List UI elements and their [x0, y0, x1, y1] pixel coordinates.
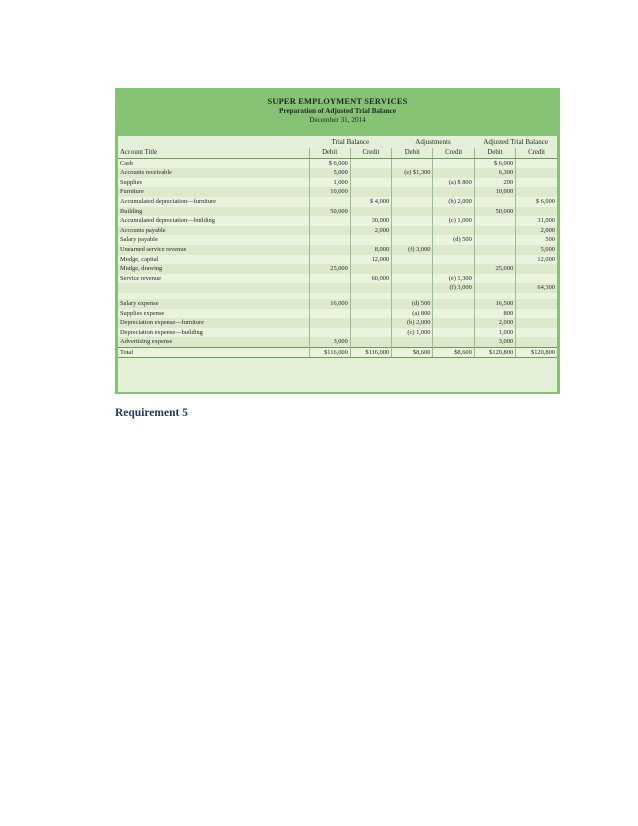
account-title-cell: Cash	[118, 158, 309, 168]
amount-cell: 12,000	[350, 255, 391, 265]
account-title-cell: Accounts receivable	[118, 168, 309, 178]
table-row	[118, 328, 557, 338]
amount-cell: 2,000	[474, 318, 515, 328]
amount-cell	[516, 309, 557, 319]
group-header-adjustments: Adjustments	[415, 138, 451, 146]
table-row	[118, 274, 557, 284]
amount-cell: 800	[474, 309, 515, 319]
amount-cell: $120,800	[474, 347, 515, 358]
amount-cell	[392, 216, 433, 226]
amount-cell	[392, 158, 433, 168]
amount-cell: 64,300	[516, 283, 557, 293]
amount-cell	[516, 158, 557, 168]
amount-cell	[516, 187, 557, 197]
table-row	[118, 235, 557, 245]
amount-cell	[392, 235, 433, 245]
amount-cell: 10,000	[309, 187, 350, 197]
amount-cell	[433, 328, 474, 338]
amount-cell	[474, 245, 515, 255]
amount-cell	[350, 158, 391, 168]
amount-cell: 16,000	[309, 299, 350, 309]
table-body	[118, 158, 557, 358]
amount-cell: 200	[474, 178, 515, 188]
amount-cell: $ 6,000	[516, 197, 557, 207]
amount-cell	[392, 207, 433, 217]
amount-cell: (f) 3,000	[433, 283, 474, 293]
amount-cell: 25,000	[474, 264, 515, 274]
account-title-cell: Unearned service revenue	[118, 245, 309, 255]
amount-cell	[433, 226, 474, 236]
amount-cell: 10,000	[474, 187, 515, 197]
amount-cell: 500	[516, 235, 557, 245]
total-row	[118, 347, 557, 358]
amount-cell	[309, 226, 350, 236]
group-header-blank	[118, 136, 309, 148]
amount-cell	[516, 318, 557, 328]
amount-cell	[350, 235, 391, 245]
amount-cell	[392, 337, 433, 347]
amount-cell: (b) 2,000	[392, 318, 433, 328]
amount-cell: $ 6,000	[474, 158, 515, 168]
amount-cell	[516, 264, 557, 274]
amount-cell: 1,000	[309, 178, 350, 188]
amount-cell: $116,000	[309, 347, 350, 358]
amount-cell	[433, 158, 474, 168]
amount-cell	[350, 318, 391, 328]
amount-cell	[350, 283, 391, 293]
amount-cell	[392, 226, 433, 236]
company-name: SUPER EMPLOYMENT SERVICES	[267, 97, 408, 106]
amount-cell: 3,000	[309, 337, 350, 347]
amount-cell: 16,500	[474, 299, 515, 309]
group-header-adjusted-trial-balance: Adjusted Trial Balance	[483, 138, 548, 146]
amount-cell	[433, 264, 474, 274]
amount-cell	[309, 283, 350, 293]
amount-cell	[392, 178, 433, 188]
table-row	[118, 197, 557, 207]
amount-cell	[392, 283, 433, 293]
table-row	[118, 283, 557, 293]
amount-cell	[350, 337, 391, 347]
amount-cell: (a) $ 800	[433, 178, 474, 188]
column-header-atb-debit: Debit	[474, 148, 515, 158]
amount-cell	[516, 168, 557, 178]
amount-cell	[474, 235, 515, 245]
account-title-cell: Salary expense	[118, 299, 309, 309]
amount-cell	[309, 309, 350, 319]
table-row	[118, 207, 557, 217]
amount-cell	[309, 235, 350, 245]
amount-cell	[516, 207, 557, 217]
amount-cell: $120,800	[516, 347, 557, 358]
amount-cell: 1,000	[474, 328, 515, 338]
amount-cell	[350, 309, 391, 319]
amount-cell	[433, 309, 474, 319]
amount-cell: 6,300	[474, 168, 515, 178]
account-title-cell: Depreciation expense—furniture	[118, 318, 309, 328]
amount-cell	[309, 274, 350, 284]
table-row	[118, 264, 557, 274]
column-header-adj-debit: Debit	[392, 148, 433, 158]
amount-cell: 2,000	[350, 226, 391, 236]
amount-cell: 50,000	[309, 207, 350, 217]
amount-cell	[474, 255, 515, 265]
worksheet-subtitle: Preparation of Adjusted Trial Balance	[279, 107, 396, 115]
amount-cell	[433, 255, 474, 265]
amount-cell	[309, 255, 350, 265]
amount-cell	[474, 226, 515, 236]
amount-cell	[309, 318, 350, 328]
table-row	[118, 337, 557, 347]
amount-cell	[350, 168, 391, 178]
amount-cell: 30,000	[350, 216, 391, 226]
amount-cell	[350, 207, 391, 217]
amount-cell: 5,000	[309, 168, 350, 178]
account-title-cell: Supplies expense	[118, 309, 309, 319]
worksheet-header	[118, 90, 557, 136]
amount-cell: (e) 1,300	[433, 274, 474, 284]
table-row	[118, 318, 557, 328]
amount-cell: (e) $1,300	[392, 168, 433, 178]
amount-cell	[392, 264, 433, 274]
table-row	[118, 309, 557, 319]
account-title-cell: Depreciation expense—building	[118, 328, 309, 338]
account-title-cell: Advertising expense	[118, 337, 309, 347]
amount-cell	[474, 274, 515, 284]
amount-cell: (d) 500	[392, 299, 433, 309]
amount-cell	[433, 299, 474, 309]
amount-cell: (c) 1,000	[392, 328, 433, 338]
amount-cell	[392, 274, 433, 284]
amount-cell	[309, 245, 350, 255]
amount-cell	[309, 216, 350, 226]
account-title-cell: Accumulated depreciation—building	[118, 216, 309, 226]
amount-cell: 31,000	[516, 216, 557, 226]
amount-cell: 5,000	[516, 245, 557, 255]
account-title-cell: Salary payable	[118, 235, 309, 245]
account-title-cell: Furniture	[118, 187, 309, 197]
amount-cell	[350, 328, 391, 338]
amount-cell	[392, 187, 433, 197]
amount-cell: 25,000	[309, 264, 350, 274]
account-title-cell	[118, 283, 309, 293]
amount-cell	[350, 264, 391, 274]
amount-cell	[350, 187, 391, 197]
amount-cell	[433, 337, 474, 347]
amount-cell: 50,000	[474, 207, 515, 217]
amount-cell	[433, 318, 474, 328]
amount-cell	[309, 197, 350, 207]
column-header-account-title: Account Title	[118, 148, 309, 158]
amount-cell: 3,000	[474, 337, 515, 347]
amount-cell: 60,000	[350, 274, 391, 284]
amount-cell: 12,000	[516, 255, 557, 265]
amount-cell	[350, 299, 391, 309]
amount-cell	[474, 197, 515, 207]
requirement-label: Requirement 5	[115, 407, 188, 419]
account-title-cell: Accounts payable	[118, 226, 309, 236]
amount-cell	[474, 283, 515, 293]
account-title-cell: Mudge, drawing	[118, 264, 309, 274]
amount-cell	[516, 299, 557, 309]
amount-cell: (c) 1,000	[433, 216, 474, 226]
account-title-cell: Supplies	[118, 178, 309, 188]
worksheet-date: December 31, 2014	[309, 116, 366, 124]
amount-cell	[392, 197, 433, 207]
amount-cell: $ 4,000	[350, 197, 391, 207]
amount-cell	[433, 168, 474, 178]
amount-cell	[433, 207, 474, 217]
table-row	[118, 245, 557, 255]
trial-balance-figure	[115, 88, 560, 394]
amount-cell	[433, 245, 474, 255]
table-row	[118, 168, 557, 178]
amount-cell	[516, 337, 557, 347]
account-title-cell: Total	[118, 347, 309, 358]
amount-cell	[516, 328, 557, 338]
table-row	[118, 216, 557, 226]
table-row	[118, 299, 557, 309]
table-row	[118, 178, 557, 188]
table-row	[118, 226, 557, 236]
amount-cell	[433, 187, 474, 197]
amount-cell: $8,600	[392, 347, 433, 358]
amount-cell: 8,000	[350, 245, 391, 255]
column-header-row	[118, 148, 557, 158]
amount-cell: (b) 2,000	[433, 197, 474, 207]
column-header-adj-credit: Credit	[433, 148, 474, 158]
amount-cell	[350, 178, 391, 188]
group-header-trial-balance: Trial Balance	[331, 138, 370, 146]
adjusted-trial-balance-table	[118, 136, 557, 358]
worksheet-table-area	[118, 136, 557, 392]
column-header-tb-credit: Credit	[350, 148, 391, 158]
group-header-row	[118, 136, 557, 148]
account-title-cell: Mudge, capital	[118, 255, 309, 265]
amount-cell: $ 6,000	[309, 158, 350, 168]
amount-cell: (f) 3,000	[392, 245, 433, 255]
column-header-atb-credit: Credit	[516, 148, 557, 158]
amount-cell: $8,600	[433, 347, 474, 358]
amount-cell	[516, 274, 557, 284]
account-title-cell: Service revenue	[118, 274, 309, 284]
table-row	[118, 255, 557, 265]
amount-cell	[474, 216, 515, 226]
amount-cell: 2,000	[516, 226, 557, 236]
amount-cell: (a) 800	[392, 309, 433, 319]
amount-cell	[516, 178, 557, 188]
amount-cell: $116,000	[350, 347, 391, 358]
column-header-tb-debit: Debit	[309, 148, 350, 158]
amount-cell	[309, 328, 350, 338]
table-row	[118, 158, 557, 168]
amount-cell: (d) 500	[433, 235, 474, 245]
table-row	[118, 187, 557, 197]
account-title-cell: Accumulated depreciation—furniture	[118, 197, 309, 207]
amount-cell	[392, 255, 433, 265]
account-title-cell: Building	[118, 207, 309, 217]
